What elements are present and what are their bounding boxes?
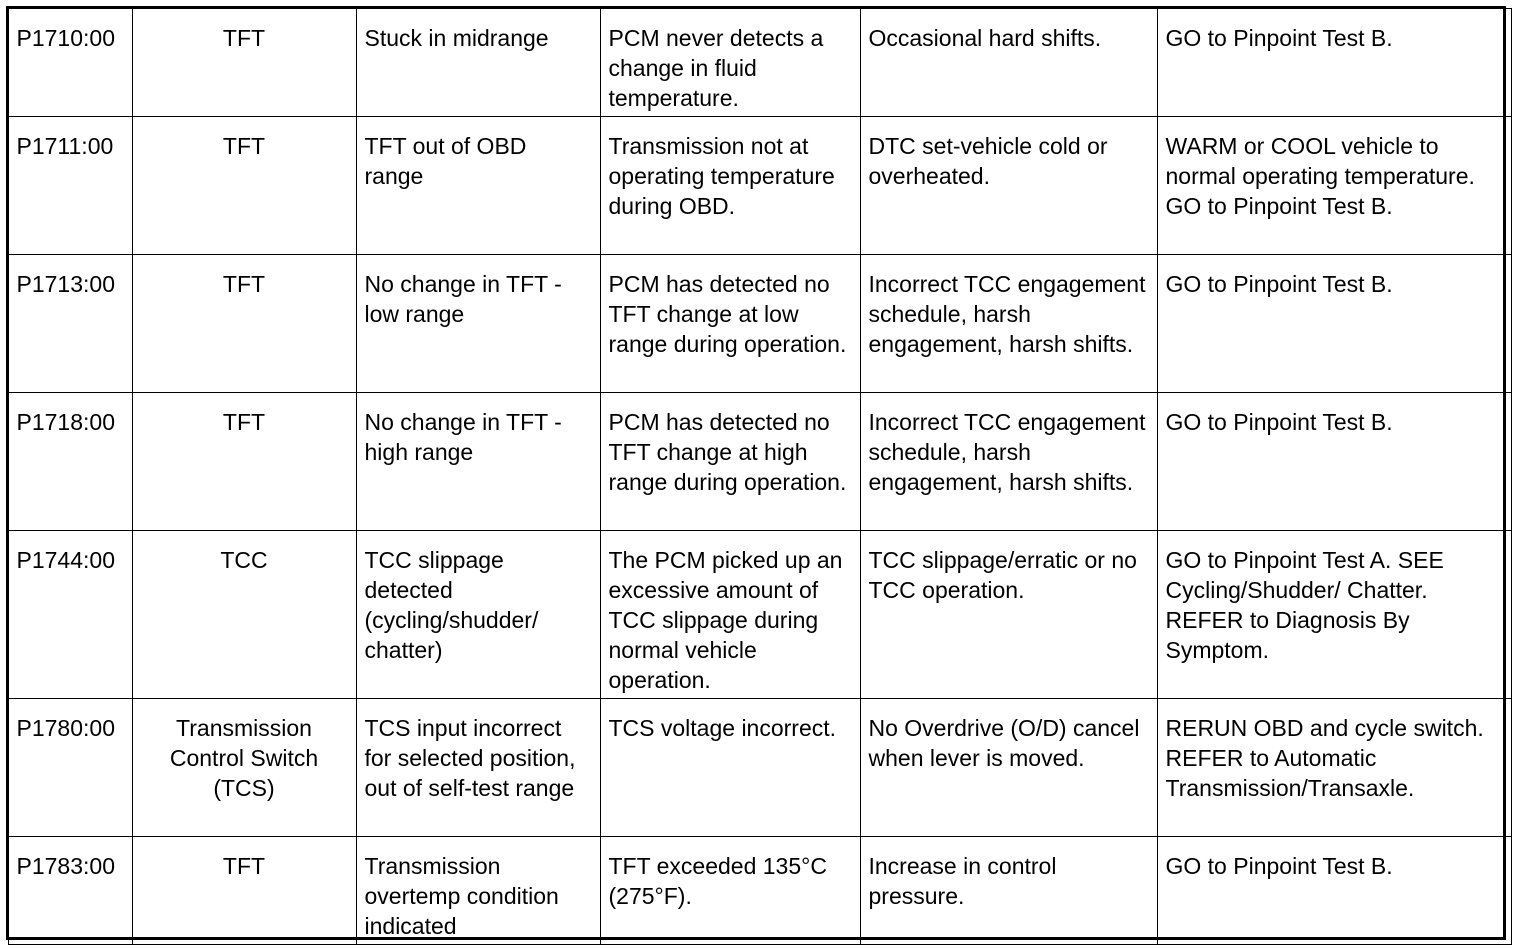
description-cell: Transmission not at operating temperature during OBD.	[600, 116, 860, 254]
system-cell: TFT	[132, 392, 356, 530]
table-row	[8, 698, 1511, 836]
description-cell: PCM never detects a change in fluid temperature.	[600, 8, 860, 116]
table-row	[8, 8, 1511, 116]
symptom-cell: No Overdrive (O/D) cancel when lever is moved.	[860, 698, 1157, 836]
symptom-cell: Incorrect TCC engagement schedule, harsh engagement, harsh shifts.	[860, 254, 1157, 392]
action-cell: GO to Pinpoint Test B.	[1157, 392, 1511, 530]
action-cell: GO to Pinpoint Test A. SEE Cycling/Shudder/ Chatter. REFER to Diagnosis By Symptom.	[1157, 530, 1511, 698]
condition-cell: Transmission overtemp condition indicated	[356, 836, 600, 944]
dtc-code: P1780:00	[8, 698, 132, 836]
action-cell: WARM or COOL vehicle to normal operating temperature. GO to Pinpoint Test B.	[1157, 116, 1511, 254]
dtc-table	[8, 8, 1512, 945]
table-row	[8, 392, 1511, 530]
action-cell: GO to Pinpoint Test B.	[1157, 836, 1511, 944]
action-cell: RERUN OBD and cycle switch. REFER to Automatic Transmission/Transaxle.	[1157, 698, 1511, 836]
system-cell: TFT	[132, 8, 356, 116]
table-row	[8, 836, 1511, 944]
table-row	[8, 254, 1511, 392]
description-cell: PCM has detected no TFT change at high range during operation.	[600, 392, 860, 530]
condition-cell: TCS input incorrect for selected position, out of self-test range	[356, 698, 600, 836]
symptom-cell: Occasional hard shifts.	[860, 8, 1157, 116]
condition-cell: TFT out of OBD range	[356, 116, 600, 254]
symptom-cell: Incorrect TCC engagement schedule, harsh engagement, harsh shifts.	[860, 392, 1157, 530]
symptom-cell: TCC slippage/erratic or no TCC operation.	[860, 530, 1157, 698]
system-cell: Transmission Control Switch (TCS)	[132, 698, 356, 836]
description-cell: TCS voltage incorrect.	[600, 698, 860, 836]
system-cell: TFT	[132, 254, 356, 392]
action-cell: GO to Pinpoint Test B.	[1157, 254, 1511, 392]
dtc-code: P1711:00	[8, 116, 132, 254]
system-cell: TFT	[132, 836, 356, 944]
dtc-code: P1783:00	[8, 836, 132, 944]
table-row	[8, 530, 1511, 698]
dtc-code: P1718:00	[8, 392, 132, 530]
condition-cell: No change in TFT - low range	[356, 254, 600, 392]
dtc-code: P1710:00	[8, 8, 132, 116]
description-cell: TFT exceeded 135°C (275°F).	[600, 836, 860, 944]
system-cell: TCC	[132, 530, 356, 698]
description-cell: PCM has detected no TFT change at low range during operation.	[600, 254, 860, 392]
condition-cell: Stuck in midrange	[356, 8, 600, 116]
condition-cell: No change in TFT - high range	[356, 392, 600, 530]
table-row	[8, 116, 1511, 254]
condition-cell: TCC slippage detected (cycling/shudder/ chatter)	[356, 530, 600, 698]
dtc-code: P1744:00	[8, 530, 132, 698]
symptom-cell: DTC set-vehicle cold or overheated.	[860, 116, 1157, 254]
system-cell: TFT	[132, 116, 356, 254]
dtc-code: P1713:00	[8, 254, 132, 392]
description-cell: The PCM picked up an excessive amount of TCC slippage during normal vehicle operation.	[600, 530, 860, 698]
dtc-table-frame	[6, 6, 1506, 940]
symptom-cell: Increase in control pressure.	[860, 836, 1157, 944]
action-cell: GO to Pinpoint Test B.	[1157, 8, 1511, 116]
